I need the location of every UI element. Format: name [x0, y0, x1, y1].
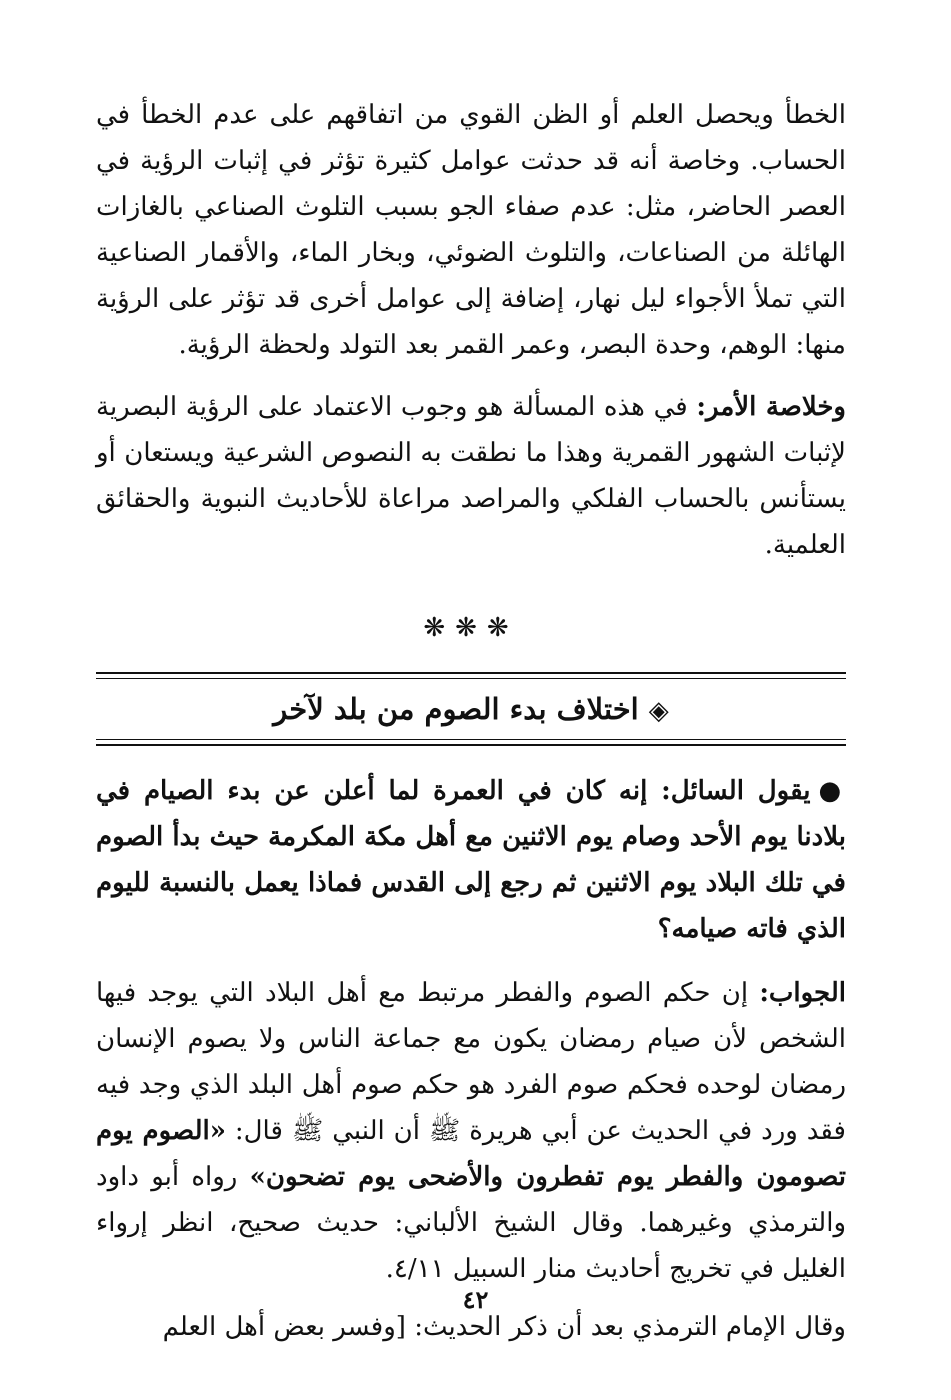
conclusion-lead: وخلاصة الأمر:: [696, 392, 846, 422]
paragraph-conclusion: [96, 384, 846, 568]
heading-rule-top: [96, 672, 846, 679]
question-lead: يقول السائل:: [661, 776, 811, 806]
bullet-icon: ●: [818, 776, 846, 806]
conclusion-text: في هذه المسألة هو وجوب الاعتماد على الرؤية البصرية لإثبات الشهور القمرية وهذا ما نطقت به النصوص الشرعية ويستعان أو يستأنس بالحساب الفلكي والمراصد مراعاة للأحاديث النبوية والحقائق العلمية.: [96, 392, 846, 560]
heading-rule-bottom: [96, 739, 846, 746]
answer-text-1: إن حكم الصوم والفطر مرتبط مع أهل البلاد التي يوجد فيها الشخص لأن صيام رمضان يكون مع جماعة الناس ولا يصوم الإنسان رمضان لوحده فحكم صوم الفرد هو حكم صوم أهل البلد الذي وجد فيه فقد ورد في الحديث عن أبي هريرة ﷺ أن النبي ﷺ قال:: [96, 978, 846, 1146]
question-paragraph: [96, 768, 846, 952]
page-content: [96, 92, 846, 1350]
question-text: إنه كان في العمرة لما أعلن عن بدء الصيام في بلادنا يوم الأحد وصام يوم الاثنين مع أهل مكة المكرمة حيث بدأ الصوم في تلك البلاد يوم الاثنين ثم رجع إلى القدس فماذا يعمل بالنسبة لليوم الذي فاته صيامه؟: [96, 776, 846, 944]
paragraph-continuation: الخطأ ويحصل العلم أو الظن القوي من اتفاقهم على عدم الخطأ في الحساب. وخاصة أنه قد حدثت عوامل كثيرة تؤثر في إثبات الرؤية في العصر الحاضر، مثل: عدم صفاء الجو بسبب التلوث الصناعي بالغازات الهائلة من الصناعات، والتلوث الضوئي، وبخار الماء، والأقمار الصناعية التي تملأ الأجواء ليل نهار، إضافة إلى عوامل أخرى قد تؤثر على الرؤية منها: الوهم، وحدة البصر، وعمر القمر بعد التولد ولحظة الرؤية.: [96, 100, 846, 360]
section-title: اختلاف بدء الصوم من بلد لآخر: [273, 692, 639, 726]
diamond-icon: ◈: [648, 696, 669, 726]
answer-text-2: رواه أبو داود والترمذي وغيرهما. وقال الشيخ الألباني: حديث صحيح، انظر إرواء الغليل في تخريج أحاديث منار السبيل ٤/١١.: [96, 1162, 846, 1284]
answer-paragraph: [96, 970, 846, 1292]
section-heading: [96, 679, 846, 739]
section-separator: ❋❋❋: [423, 613, 519, 643]
answer-lead: الجواب:: [759, 978, 846, 1008]
page-number: ٤٢: [462, 1285, 489, 1314]
hadith-quote: «الصوم يوم تصومون والفطر يوم تفطرون والأضحى يوم تضحون»: [96, 1116, 847, 1192]
paragraph-tirmidhi: وقال الإمام الترمذي بعد أن ذكر الحديث: [وفسر بعض أهل العلم: [162, 1312, 846, 1342]
